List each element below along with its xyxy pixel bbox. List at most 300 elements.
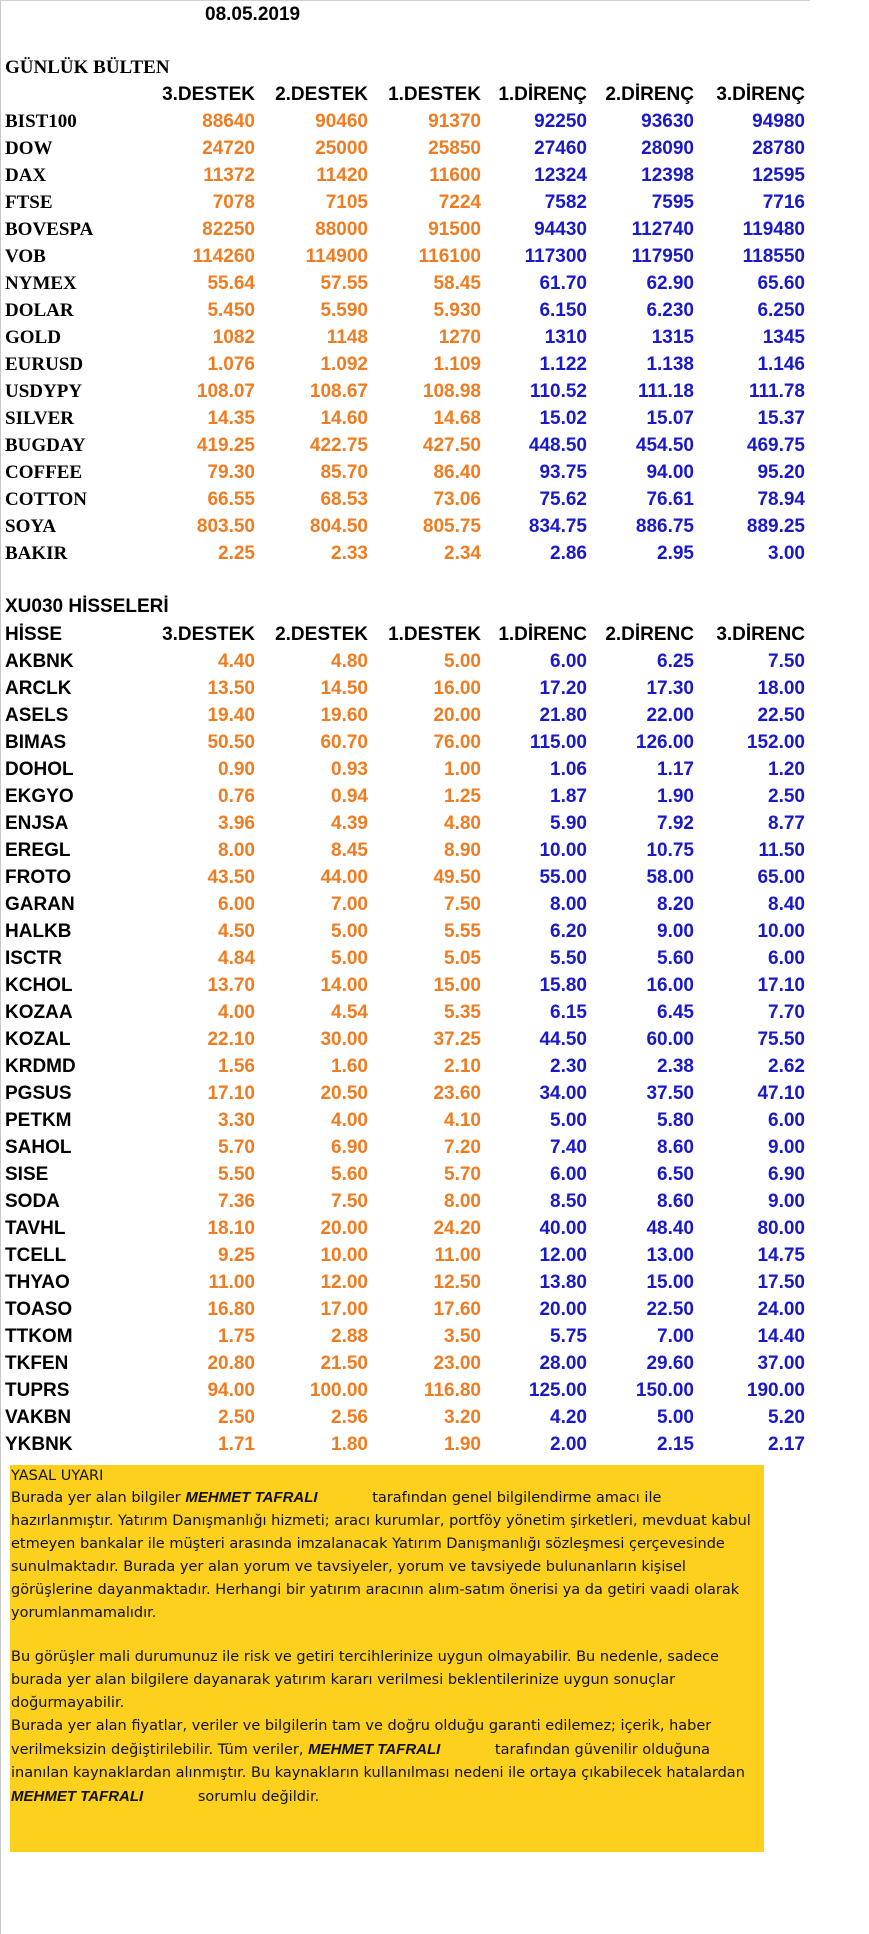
support-value-2: 11420 [316, 165, 368, 186]
resistance-value-3: 7716 [762, 192, 805, 213]
support-value-2: 5.60 [331, 1164, 368, 1185]
resistance-value-3: 1.20 [768, 759, 805, 780]
xu030-row [0, 678, 810, 705]
resistance-value-1: 6.15 [550, 1002, 587, 1023]
resistance-value-2: 60.00 [646, 1029, 694, 1050]
xu030-header-cell: 1.DİRENC [498, 624, 587, 645]
resistance-value-2: 22.50 [646, 1299, 694, 1320]
resistance-value-3: 94980 [752, 111, 805, 132]
resistance-value-2: 76.61 [646, 489, 694, 510]
support-value-2: 17.00 [320, 1299, 368, 1320]
resistance-value-3: 47.10 [757, 1083, 805, 1104]
support-value-2: 5.00 [331, 921, 368, 942]
resistance-value-1: 34.00 [539, 1083, 587, 1104]
xu030-row [0, 1272, 810, 1299]
support-value-2: 88000 [315, 219, 368, 240]
resistance-value-2: 1.17 [657, 759, 694, 780]
bulletin-row-name: GOLD [5, 327, 61, 348]
support-value-2: 30.00 [320, 1029, 368, 1050]
resistance-value-3: 469.75 [746, 435, 805, 456]
xu030-row-name: ASELS [5, 705, 69, 726]
xu030-row-name: AKBNK [5, 651, 74, 672]
bulletin-row-name: SILVER [5, 408, 75, 429]
bulletin-row-name: DAX [5, 165, 47, 186]
support-value-1: 7.50 [444, 894, 481, 915]
xu030-row [0, 948, 810, 975]
resistance-value-2: 16.00 [646, 975, 694, 996]
support-value-2: 114900 [305, 246, 368, 267]
support-value-2: 7105 [325, 192, 368, 213]
resistance-value-2: 9.00 [657, 921, 694, 942]
support-value-1: 5.35 [444, 1002, 481, 1023]
resistance-value-3: 9.00 [768, 1137, 805, 1158]
xu030-row [0, 813, 810, 840]
xu030-row-name: HALKB [5, 921, 72, 942]
xu030-row [0, 1299, 810, 1326]
resistance-value-3: 11.50 [758, 840, 805, 861]
bulletin-row-name: VOB [5, 246, 46, 267]
xu030-row [0, 1164, 810, 1191]
support-value-3: 2.50 [218, 1407, 255, 1428]
support-value-2: 422.75 [309, 435, 368, 456]
resistance-value-2: 8.60 [657, 1191, 694, 1212]
support-value-1: 20.00 [433, 705, 481, 726]
support-value-2: 108.67 [309, 381, 368, 402]
xu030-row [0, 894, 810, 921]
bulletin-row [0, 408, 810, 435]
resistance-value-2: 28090 [641, 138, 694, 159]
resistance-value-1: 5.75 [550, 1326, 587, 1347]
support-value-3: 4.84 [218, 948, 255, 969]
support-value-3: 5.450 [207, 300, 255, 321]
support-value-2: 4.80 [331, 651, 368, 672]
support-value-3: 803.50 [196, 516, 255, 537]
support-value-1: 25850 [428, 138, 481, 159]
resistance-value-3: 17.50 [757, 1272, 805, 1293]
disclaimer-p1-end: tarafından genel bilgilendirme amacı ile hazırlanmıştır. Yatırım Danışmanlığı hizmeti; aracı kurumlar, portföy yönetim şirketleri, mevduat kabul etmeyen bankalar ile müşteri arasında imzalanacak Yatırım Danışmanlığı sözleşmesi çerçevesinde sunulmaktadır. Burada yer alan yorum ve tavsiyeler, yorum ve tavsiyede bulunanların kişisel görüşlerine dayanmaktadır. Herhangi bir yatırım aracının alım-satım önerisi ya da getiri vaadi olarak yorumlanmamalıdır. [11, 1490, 751, 1621]
sheet-top-border [0, 0, 810, 1]
xu030-row-name: BIMAS [5, 732, 67, 753]
resistance-value-3: 24.00 [757, 1299, 805, 1320]
support-value-1: 1.109 [433, 354, 481, 375]
support-value-1: 23.00 [433, 1353, 481, 1374]
resistance-value-2: 94.00 [646, 462, 694, 483]
bulletin-row-name: EURUSD [5, 354, 84, 375]
support-value-3: 16.80 [207, 1299, 255, 1320]
resistance-value-1: 117300 [524, 246, 587, 267]
resistance-value-3: 12595 [752, 165, 805, 186]
support-value-2: 57.55 [320, 273, 368, 294]
support-value-2: 60.70 [320, 732, 368, 753]
support-value-3: 114260 [192, 246, 255, 267]
support-value-3: 6.00 [218, 894, 255, 915]
resistance-value-2: 1.138 [646, 354, 694, 375]
xu030-row-name: PETKM [5, 1110, 72, 1131]
resistance-value-3: 14.40 [757, 1326, 805, 1347]
support-value-3: 17.10 [207, 1083, 255, 1104]
bulletin-row-name: SOYA [5, 516, 57, 537]
bulletin-header-cell: 1.DİRENÇ [498, 84, 587, 105]
disclaimer-p1-start: Burada yer alan bilgiler [11, 1490, 181, 1506]
resistance-value-2: 37.50 [646, 1083, 694, 1104]
resistance-value-1: 8.00 [550, 894, 587, 915]
support-value-3: 1082 [212, 327, 255, 348]
support-value-3: 419.25 [196, 435, 255, 456]
bulletin-row [0, 516, 810, 543]
xu030-row-name: TOASO [5, 1299, 73, 1320]
resistance-value-3: 22.50 [757, 705, 805, 726]
support-value-3: 9.25 [218, 1245, 255, 1266]
support-value-1: 91500 [428, 219, 481, 240]
support-value-2: 25000 [315, 138, 368, 159]
xu030-row-name: YKBNK [5, 1434, 73, 1455]
xu030-header-cell: 2.DİRENC [605, 624, 694, 645]
resistance-value-1: 1310 [544, 327, 587, 348]
resistance-value-3: 28780 [752, 138, 805, 159]
resistance-value-1: 17.20 [539, 678, 587, 699]
support-value-1: 5.05 [444, 948, 481, 969]
support-value-1: 5.00 [444, 651, 481, 672]
xu030-row-name: TTKOM [5, 1326, 73, 1347]
xu030-row [0, 651, 810, 678]
support-value-2: 20.00 [320, 1218, 368, 1239]
support-value-3: 4.40 [218, 651, 255, 672]
support-value-1: 23.60 [433, 1083, 481, 1104]
xu030-row [0, 705, 810, 732]
support-value-3: 11.00 [208, 1272, 255, 1293]
resistance-value-3: 9.00 [768, 1191, 805, 1212]
xu030-row-name: DOHOL [5, 759, 74, 780]
support-value-1: 108.98 [422, 381, 481, 402]
resistance-value-2: 58.00 [646, 867, 694, 888]
xu030-header-cell: 3.DESTEK [162, 624, 255, 645]
support-value-3: 5.70 [218, 1137, 255, 1158]
bulletin-header-row [0, 84, 810, 111]
support-value-1: 7224 [438, 192, 481, 213]
resistance-value-1: 12.00 [539, 1245, 587, 1266]
xu030-row-name: SISE [5, 1164, 49, 1185]
disclaimer-title: YASAL UYARI [11, 1468, 104, 1484]
resistance-value-1: 7582 [544, 192, 587, 213]
resistance-value-3: 15.37 [757, 408, 805, 429]
support-value-3: 1.56 [218, 1056, 255, 1077]
resistance-value-1: 20.00 [539, 1299, 587, 1320]
resistance-value-2: 2.15 [657, 1434, 694, 1455]
support-value-2: 0.94 [331, 786, 368, 807]
resistance-value-1: 2.86 [550, 543, 587, 564]
resistance-value-2: 2.95 [657, 543, 694, 564]
xu030-row [0, 1380, 810, 1407]
resistance-value-1: 93.75 [539, 462, 587, 483]
support-value-2: 8.45 [331, 840, 368, 861]
resistance-value-3: 1.146 [757, 354, 805, 375]
bulletin-row [0, 219, 810, 246]
support-value-2: 44.00 [320, 867, 368, 888]
resistance-value-1: 55.00 [539, 867, 587, 888]
bulletin-header-cell: 2.DİRENÇ [605, 84, 694, 105]
resistance-value-2: 2.38 [657, 1056, 694, 1077]
support-value-3: 108.07 [196, 381, 255, 402]
xu030-row [0, 1407, 810, 1434]
support-value-3: 20.80 [207, 1353, 255, 1374]
bulletin-row [0, 192, 810, 219]
resistance-value-3: 119480 [742, 219, 805, 240]
xu030-row-name: SODA [5, 1191, 60, 1212]
resistance-value-3: 14.75 [757, 1245, 805, 1266]
resistance-value-3: 152.00 [746, 732, 805, 753]
support-value-3: 3.96 [218, 813, 255, 834]
support-value-3: 13.50 [207, 678, 255, 699]
xu030-row [0, 975, 810, 1002]
bulletin-row-name: BIST100 [5, 111, 77, 132]
xu030-row [0, 759, 810, 786]
support-value-3: 0.90 [218, 759, 255, 780]
xu030-row-name: KRDMD [5, 1056, 76, 1077]
xu030-row [0, 921, 810, 948]
xu030-row [0, 1353, 810, 1380]
support-value-1: 5.55 [444, 921, 481, 942]
support-value-3: 4.00 [218, 1002, 255, 1023]
support-value-1: 17.60 [433, 1299, 481, 1320]
resistance-value-2: 15.07 [646, 408, 694, 429]
bulletin-row [0, 246, 810, 273]
xu030-row-name: PGSUS [5, 1083, 72, 1104]
support-value-2: 1.80 [331, 1434, 368, 1455]
resistance-value-1: 75.62 [539, 489, 587, 510]
disclaimer-paragraph-1 [11, 1486, 763, 1625]
resistance-value-3: 10.00 [757, 921, 805, 942]
resistance-value-2: 17.30 [646, 678, 694, 699]
resistance-value-3: 2.62 [768, 1056, 805, 1077]
xu030-row-name: ISCTR [5, 948, 62, 969]
support-value-1: 427.50 [422, 435, 481, 456]
resistance-value-1: 5.50 [550, 948, 587, 969]
resistance-value-3: 6.00 [768, 1110, 805, 1131]
support-value-2: 7.00 [331, 894, 368, 915]
support-value-3: 1.75 [218, 1326, 255, 1347]
resistance-value-1: 12324 [534, 165, 587, 186]
xu030-row [0, 1191, 810, 1218]
xu030-row-name: EREGL [5, 840, 71, 861]
resistance-value-2: 15.00 [646, 1272, 694, 1293]
support-value-1: 2.34 [444, 543, 481, 564]
support-value-3: 19.40 [207, 705, 255, 726]
bulletin-header-cell: 2.DESTEK [275, 84, 368, 105]
xu030-header-cell: 3.DİRENC [716, 624, 805, 645]
xu030-header-cell: 2.DESTEK [275, 624, 368, 645]
resistance-value-2: 7595 [651, 192, 694, 213]
support-value-2: 14.60 [320, 408, 368, 429]
xu030-row-name: TAVHL [5, 1218, 66, 1239]
xu030-row-name: KOZAL [5, 1029, 71, 1050]
resistance-value-2: 112740 [631, 219, 694, 240]
xu030-row-name: THYAO [5, 1272, 70, 1293]
support-value-2: 4.00 [331, 1110, 368, 1131]
support-value-2: 5.590 [320, 300, 368, 321]
support-value-2: 6.90 [331, 1137, 368, 1158]
support-value-2: 2.88 [331, 1326, 368, 1347]
resistance-value-1: 13.80 [539, 1272, 587, 1293]
support-value-2: 14.00 [320, 975, 368, 996]
support-value-3: 88640 [202, 111, 255, 132]
bulletin-row [0, 300, 810, 327]
support-value-1: 49.50 [433, 867, 481, 888]
support-value-1: 3.20 [444, 1407, 481, 1428]
support-value-1: 1.25 [444, 786, 481, 807]
resistance-value-1: 21.80 [539, 705, 587, 726]
resistance-value-1: 8.50 [550, 1191, 587, 1212]
resistance-value-1: 15.80 [539, 975, 587, 996]
resistance-value-2: 1315 [651, 327, 694, 348]
disclaimer-paragraph-3 [11, 1715, 763, 1809]
support-value-3: 94.00 [207, 1380, 255, 1401]
support-value-2: 12.00 [320, 1272, 368, 1293]
bulletin-row-name: NYMEX [5, 273, 77, 294]
resistance-value-1: 448.50 [528, 435, 587, 456]
support-value-3: 8.00 [218, 840, 255, 861]
disclaimer-paragraph-2: Bu görüşler mali durumunuz ile risk ve getiri tercihlerinize uygun olmayabilir. Bu nedenle, sadece burada yer alan bilgilere dayanarak yatırım kararı verilmesi beklentilerinize uygun sonuçlar doğurmayabilir. [11, 1649, 719, 1711]
resistance-value-1: 27460 [534, 138, 587, 159]
xu030-row [0, 840, 810, 867]
xu030-row-name: KCHOL [5, 975, 73, 996]
resistance-value-1: 5.00 [550, 1110, 587, 1131]
xu030-row-name: GARAN [5, 894, 75, 915]
bulletin-row-name: BAKIR [5, 543, 68, 564]
xu030-row-name: TCELL [5, 1245, 67, 1266]
support-value-1: 91370 [428, 111, 481, 132]
support-value-3: 79.30 [207, 462, 255, 483]
support-value-2: 1148 [326, 327, 368, 348]
support-value-3: 1.076 [207, 354, 255, 375]
resistance-value-2: 29.60 [646, 1353, 694, 1374]
resistance-value-3: 118550 [742, 246, 805, 267]
support-value-1: 15.00 [433, 975, 481, 996]
resistance-value-2: 10.75 [646, 840, 694, 861]
bulletin-row [0, 165, 810, 192]
support-value-1: 58.45 [433, 273, 481, 294]
disclaimer-brand: MEHMET TAFRALI [308, 1741, 441, 1758]
resistance-value-2: 22.00 [646, 705, 694, 726]
resistance-value-2: 126.00 [635, 732, 694, 753]
bulletin-row-name: BOVESPA [5, 219, 94, 240]
resistance-value-2: 111.18 [637, 381, 694, 402]
resistance-value-3: 190.00 [746, 1380, 805, 1401]
resistance-value-2: 93630 [641, 111, 694, 132]
support-value-1: 116.80 [423, 1380, 481, 1401]
resistance-value-2: 5.60 [657, 948, 694, 969]
resistance-value-3: 95.20 [757, 462, 805, 483]
xu030-row-name: ARCLK [5, 678, 72, 699]
xu030-row [0, 1137, 810, 1164]
xu030-row [0, 1056, 810, 1083]
support-value-1: 76.00 [433, 732, 481, 753]
support-value-1: 116100 [418, 246, 481, 267]
resistance-value-1: 2.30 [550, 1056, 587, 1077]
support-value-3: 3.30 [218, 1110, 255, 1131]
support-value-1: 16.00 [433, 678, 481, 699]
support-value-1: 1.90 [444, 1434, 481, 1455]
resistance-value-1: 6.00 [550, 1164, 587, 1185]
xu030-row [0, 1326, 810, 1353]
resistance-value-2: 48.40 [646, 1218, 694, 1239]
bulletin-date: 08.05.2019 [205, 4, 301, 25]
xu030-row [0, 1110, 810, 1137]
bulletin-row-name: DOLAR [5, 300, 74, 321]
resistance-value-1: 115.00 [529, 732, 587, 753]
xu030-row-name: TKFEN [5, 1353, 69, 1374]
resistance-value-2: 117950 [631, 246, 694, 267]
bulletin-row-name: BUGDAY [5, 435, 86, 456]
xu030-row [0, 732, 810, 759]
support-value-3: 66.55 [207, 489, 255, 510]
resistance-value-3: 889.25 [746, 516, 805, 537]
resistance-value-3: 6.90 [768, 1164, 805, 1185]
bulletin-row-name: COTTON [5, 489, 88, 510]
bulletin-row-name: COFFEE [5, 462, 83, 483]
resistance-value-2: 6.230 [646, 300, 694, 321]
resistance-value-1: 1.06 [550, 759, 587, 780]
bulletin-row [0, 435, 810, 462]
support-value-1: 7.20 [444, 1137, 481, 1158]
support-value-2: 1.60 [331, 1056, 368, 1077]
bulletin-header-cell: 3.DİRENÇ [716, 84, 805, 105]
support-value-1: 2.10 [444, 1056, 481, 1077]
support-value-1: 3.50 [444, 1326, 481, 1347]
support-value-2: 804.50 [309, 516, 368, 537]
resistance-value-1: 94430 [534, 219, 587, 240]
support-value-2: 7.50 [331, 1191, 368, 1212]
resistance-value-1: 10.00 [539, 840, 587, 861]
resistance-value-3: 17.10 [757, 975, 805, 996]
support-value-2: 68.53 [320, 489, 368, 510]
support-value-3: 4.50 [218, 921, 255, 942]
resistance-value-3: 37.00 [757, 1353, 805, 1374]
bulletin-row [0, 273, 810, 300]
resistance-value-1: 2.00 [550, 1434, 587, 1455]
support-value-3: 55.64 [207, 273, 255, 294]
support-value-1: 5.930 [433, 300, 481, 321]
resistance-value-3: 8.77 [768, 813, 805, 834]
resistance-value-2: 7.92 [657, 813, 694, 834]
xu030-row [0, 786, 810, 813]
support-value-3: 13.70 [207, 975, 255, 996]
support-value-2: 5.00 [331, 948, 368, 969]
disclaimer-p3-end: sorumlu değildir. [197, 1789, 320, 1805]
support-value-2: 14.50 [320, 678, 368, 699]
legal-disclaimer [10, 1465, 764, 1852]
xu030-row [0, 1218, 810, 1245]
xu030-row [0, 867, 810, 894]
support-value-1: 86.40 [433, 462, 481, 483]
xu030-row-name: TUPRS [5, 1380, 70, 1401]
support-value-3: 2.25 [218, 543, 255, 564]
resistance-value-3: 7.50 [768, 651, 805, 672]
resistance-value-2: 12398 [641, 165, 694, 186]
resistance-value-2: 454.50 [635, 435, 694, 456]
resistance-value-1: 1.87 [550, 786, 587, 807]
support-value-3: 50.50 [207, 732, 255, 753]
resistance-value-1: 92250 [534, 111, 587, 132]
support-value-3: 22.10 [207, 1029, 255, 1050]
support-value-2: 2.33 [331, 543, 368, 564]
bulletin-row [0, 327, 810, 354]
support-value-3: 5.50 [218, 1164, 255, 1185]
resistance-value-1: 6.00 [550, 651, 587, 672]
xu030-row [0, 1245, 810, 1272]
support-value-2: 100.00 [309, 1380, 368, 1401]
resistance-value-2: 5.80 [657, 1110, 694, 1131]
disclaimer-p3-middle: tarafından güvenilir olduğuna inanılan kaynaklardan alınmıştır. Bu kaynakların kullanılması nedeni ile ortaya çıkabilecek hatalardan [11, 1742, 745, 1781]
